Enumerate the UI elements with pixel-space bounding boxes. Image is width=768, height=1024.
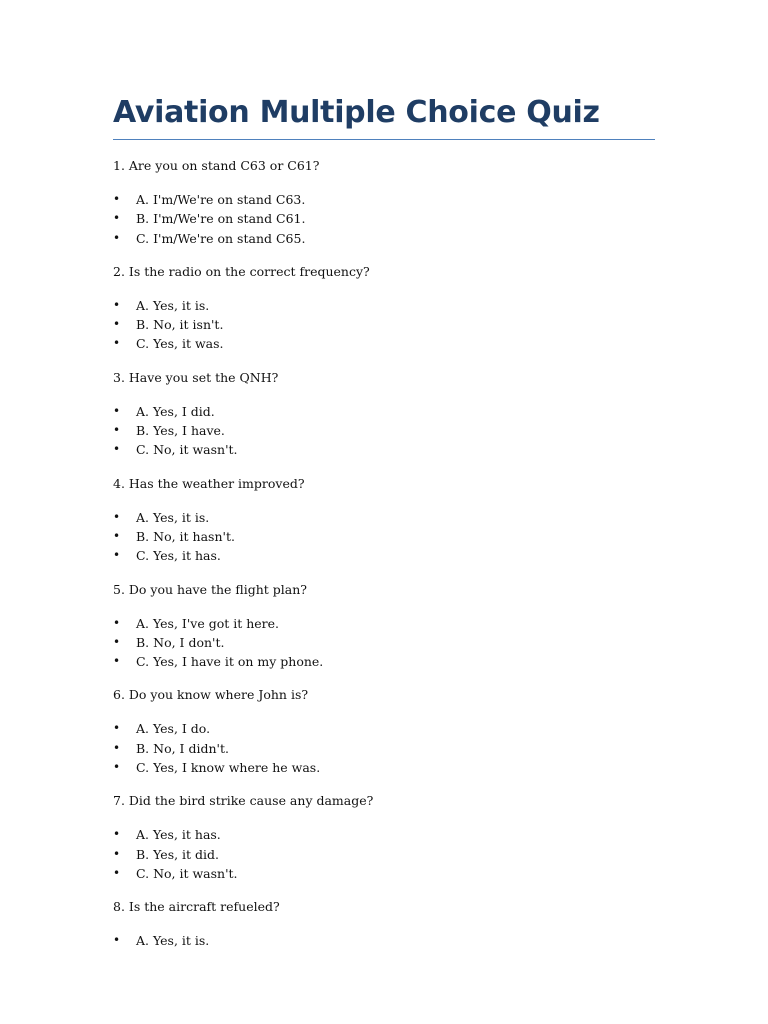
bullet-icon: •: [113, 721, 121, 736]
bullet-icon: •: [113, 403, 121, 418]
answer-option: [113, 527, 655, 546]
question-4: 4. Has the weather improved?: [113, 475, 305, 491]
question-1: 1. Are you on stand C63 or C61?: [113, 158, 320, 173]
answer-option: [113, 315, 655, 334]
answer-option: [113, 440, 655, 459]
answer-option: [113, 546, 655, 565]
question-2: 2. Is the radio on the correct frequency?: [113, 263, 370, 279]
question-8-options: [113, 931, 655, 950]
answer-option: [113, 739, 655, 758]
bullet-icon: •: [113, 615, 121, 630]
bullet-icon: •: [113, 211, 121, 226]
answer-option-label: B. Yes, I have.: [136, 423, 225, 439]
answer-option: [113, 845, 655, 864]
question-6: 6. Do you know where John is?: [113, 687, 309, 703]
question-7-options: [113, 825, 655, 883]
question-5: 5. Do you have the flight plan?: [113, 581, 308, 597]
answer-option: [113, 296, 655, 315]
question-2-options: [113, 296, 655, 354]
answer-option-label: A. Yes, I've got it here.: [136, 615, 280, 631]
answer-option: [113, 508, 655, 527]
answer-option-label: C. Yes, it has.: [136, 548, 221, 564]
answer-option: [113, 758, 655, 777]
answer-option: [113, 825, 655, 844]
bullet-icon: •: [113, 297, 121, 312]
answer-option-label: B. No, it hasn't.: [136, 528, 235, 544]
document-page: [113, 92, 655, 967]
bullet-icon: •: [113, 442, 121, 457]
answer-option-label: C. Yes, it was.: [136, 336, 224, 352]
bullet-icon: •: [113, 827, 121, 842]
answer-option: [113, 334, 655, 353]
answer-option-label: A. Yes, I did.: [136, 403, 215, 419]
answer-option-label: B. No, it isn't.: [136, 317, 224, 333]
question-4-options: [113, 508, 655, 566]
answer-option-label: A. I'm/We're on stand C63.: [136, 192, 306, 207]
bullet-icon: •: [113, 933, 121, 948]
answer-option-label: A. Yes, it is.: [136, 297, 210, 313]
bullet-icon: •: [113, 528, 121, 543]
answer-option: [113, 633, 655, 652]
bullet-icon: •: [113, 192, 121, 206]
answer-option: [113, 652, 655, 671]
answer-option-label: A. Yes, it is.: [136, 933, 210, 949]
answer-option-label: A. Yes, it is.: [136, 509, 210, 525]
question-3-options: [113, 402, 655, 460]
answer-option: [113, 931, 655, 950]
answer-option: [113, 421, 655, 440]
answer-option: [113, 209, 655, 228]
question-6-options: [113, 719, 655, 777]
page-title: Aviation Multiple Choice Quiz: [113, 95, 600, 130]
answer-option: [113, 229, 655, 248]
bullet-icon: •: [113, 846, 121, 861]
bullet-icon: •: [113, 336, 121, 351]
quiz-body: [113, 158, 655, 951]
answer-option: [113, 614, 655, 633]
title-underline-divider: [113, 139, 655, 140]
bullet-icon: •: [113, 423, 121, 438]
question-5-options: [113, 614, 655, 672]
answer-option-label: B. No, I didn't.: [136, 740, 229, 756]
question-7: 7. Did the bird strike cause any damage?: [113, 793, 374, 809]
answer-option-label: A. Yes, I do.: [136, 721, 211, 737]
answer-option-label: C. No, it wasn't.: [136, 442, 238, 458]
question-1-options: [113, 190, 655, 248]
answer-option: [113, 864, 655, 883]
answer-option-label: B. I'm/We're on stand C61.: [136, 211, 306, 227]
answer-option: [113, 719, 655, 738]
answer-option-label: B. Yes, it did.: [136, 846, 220, 862]
bullet-icon: •: [113, 548, 121, 563]
bullet-icon: •: [113, 865, 121, 880]
answer-option-label: C. No, it wasn't.: [136, 865, 238, 881]
answer-option-label: C. Yes, I know where he was.: [136, 760, 321, 776]
bullet-icon: •: [113, 740, 121, 755]
answer-option-label: A. Yes, it has.: [136, 827, 221, 843]
answer-option-label: B. No, I don't.: [136, 634, 225, 650]
answer-option-label: C. Yes, I have it on my phone.: [136, 654, 324, 670]
bullet-icon: •: [113, 634, 121, 649]
question-3: 3. Have you set the QNH?: [113, 369, 279, 385]
question-8: 8. Is the aircraft refueled?: [113, 899, 280, 915]
bullet-icon: •: [113, 509, 121, 524]
answer-option-label: C. I'm/We're on stand C65.: [136, 230, 306, 246]
bullet-icon: •: [113, 760, 121, 775]
bullet-icon: •: [113, 654, 121, 669]
bullet-icon: •: [113, 317, 121, 332]
answer-option: [113, 190, 655, 209]
bullet-icon: •: [113, 230, 121, 245]
answer-option: [113, 402, 655, 421]
